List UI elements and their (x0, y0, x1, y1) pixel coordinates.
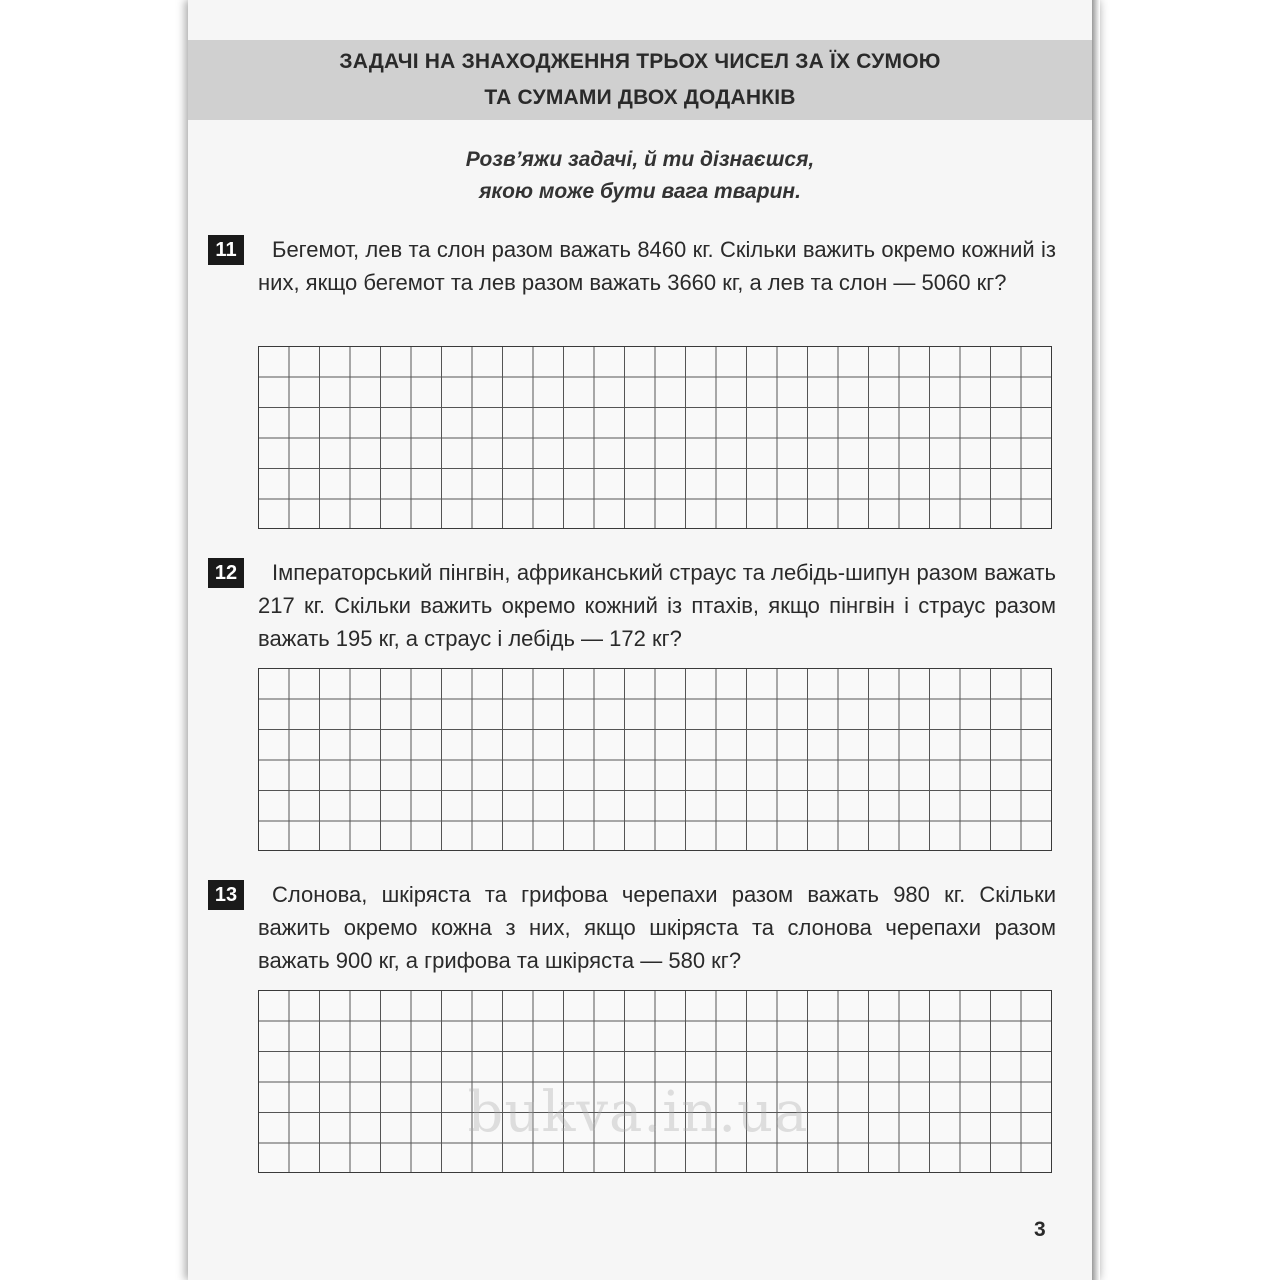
header-title-line-2: ТА СУМАМИ ДВОХ ДОДАНКІВ (484, 86, 796, 109)
subtitle-line-2: якою може бути вага тварин. (479, 180, 801, 203)
task-text-body: Бегемот, лев та слон разом важать 8460 кг. Скільки важить окремо кожний із них, якщо бегемот та лев разом важать 3660 кг, а лев та слон — 5060 кг? (258, 237, 1056, 295)
answer-grid-12[interactable] (258, 668, 1052, 851)
header-band (188, 40, 1092, 120)
workbook-page (188, 0, 1092, 1280)
task-text-body: Імператорський пінгвін, африканський страус та лебідь-шипун разом важать 217 кг. Скільки важить окремо кожний із птахів, якщо пінгвін і страус разом важать 195 кг, а страус і лебідь — 172 кг? (258, 560, 1056, 651)
task-11 (208, 233, 1056, 299)
task-number-badge: 11 (208, 235, 244, 265)
answer-grid-11[interactable] (258, 346, 1052, 529)
task-text (208, 556, 1056, 655)
instruction-subtitle (188, 144, 1092, 208)
task-number-badge: 13 (208, 880, 244, 910)
task-13 (208, 878, 1056, 977)
page-number: 3 (1034, 1218, 1046, 1241)
watermark: bukva.in.ua (467, 1080, 809, 1145)
page-edge-shadow (1092, 0, 1100, 1280)
task-text-body: Слонова, шкіряста та грифова черепахи разом важать 980 кг. Скільки важить окремо кожна з них, якщо шкіряста та слонова черепахи разом важать 900 кг, а грифова та шкіряста — 580 кг? (258, 882, 1056, 973)
task-number-badge: 12 (208, 558, 244, 588)
subtitle-line-1: Розв’яжи задачі, й ти дізнаєшся, (465, 148, 815, 171)
task-12 (208, 556, 1056, 655)
header-title-line-1: ЗАДАЧІ НА ЗНАХОДЖЕННЯ ТРЬОХ ЧИСЕЛ ЗА ЇХ СУМОЮ (339, 50, 941, 73)
task-text (208, 878, 1056, 977)
task-text (208, 233, 1056, 299)
